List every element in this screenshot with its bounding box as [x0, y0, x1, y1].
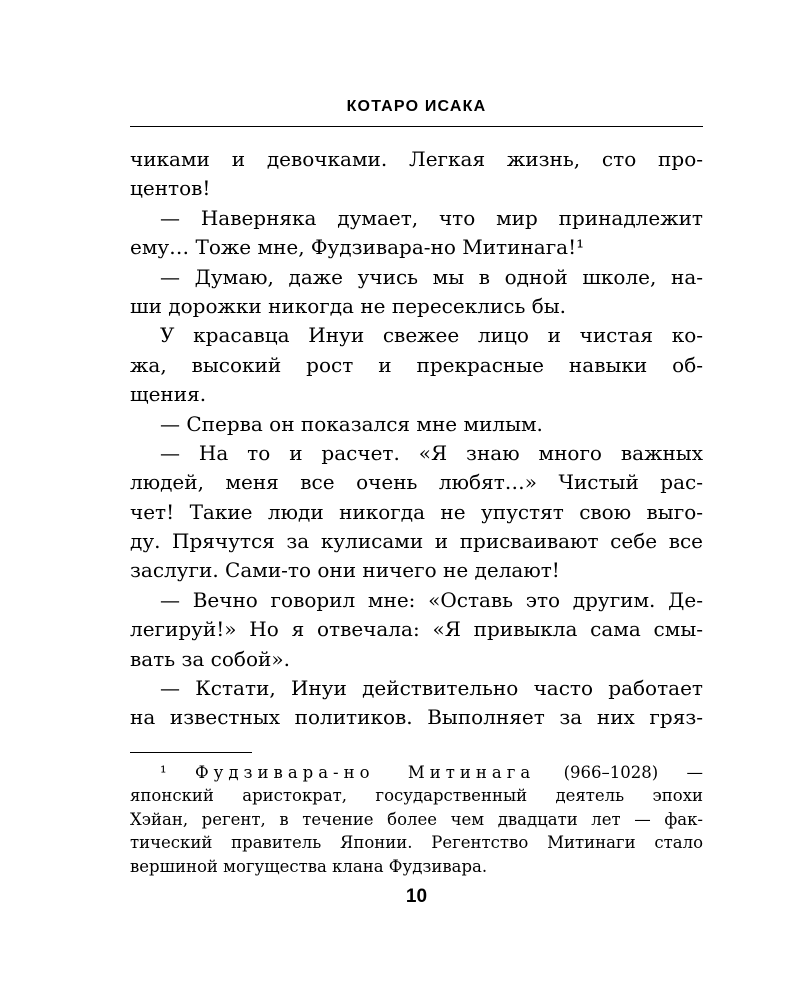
running-head: [130, 96, 703, 127]
text-line: чиками и девочками. Легкая жизнь, сто про-: [130, 147, 703, 171]
footnote-line: тический правитель Японии. Регентство Митинаги стало: [130, 833, 703, 853]
footnote-line: японский аристократ, государственный деятель эпохи: [130, 786, 703, 806]
text-line: на известных политиков. Выполняет за них гряз-: [130, 705, 703, 730]
footnote-line: вершиной могущества клана Фудзивара.: [130, 856, 488, 876]
text-line: ши дорожки никогда не пересеклись бы.: [130, 293, 567, 318]
footnote-line: Хэйан, регент, в течение более чем двадцати лет — фак-: [130, 809, 703, 829]
text-line: ему… Тоже мне, Фудзивара-но Митинага!¹: [130, 235, 585, 260]
text-line: чет! Такие люди никогда не упустят свою выго-: [130, 499, 703, 524]
body-text: [130, 145, 703, 733]
text-line: — Кстати, Инуи действительно часто работает: [160, 676, 703, 701]
footnote-marker: ¹: [160, 763, 167, 782]
text-line: заслуги. Сами-то они ничего не делают!: [130, 558, 560, 583]
footnote-line: [130, 761, 703, 784]
text-line: щения.: [130, 382, 207, 407]
text-line: ду. Прячутся за кулисами и присваивают себе все: [130, 529, 703, 554]
text-line: жа, высокий рост и прекрасные навыки об-: [130, 352, 703, 377]
running-head-title: КОТАРО ИСАКА: [346, 98, 487, 115]
text-line: — Думаю, даже учись мы в одной школе, на-: [160, 264, 703, 289]
text-line: людей, меня все очень любят…» Чистый рас-: [130, 470, 703, 495]
text-line: — На то и расчет. «Я знаю много важных: [160, 440, 703, 465]
text-line: У красавца Инуи свежее лицо и чистая ко-: [160, 323, 703, 348]
footnote-dates: (966–1028) —: [563, 763, 704, 782]
footnote: [130, 761, 703, 878]
text-line: — Наверняка думает, что мир принадлежит: [160, 205, 703, 230]
footnote-term: Фудзивара-но Митинага: [194, 763, 536, 782]
text-line: центов!: [130, 176, 211, 201]
text-line: — Вечно говорил мне: «Оставь это другим. Де-: [160, 587, 703, 612]
text-line: — Сперва он показался мне милым.: [160, 411, 543, 436]
text-line: вать за собой».: [130, 646, 290, 671]
page-number: 10: [405, 886, 428, 907]
text-line: легируй!» Но я отвечала: «Я привыкла сама смы-: [130, 617, 703, 642]
footnote-rule: [130, 752, 252, 753]
